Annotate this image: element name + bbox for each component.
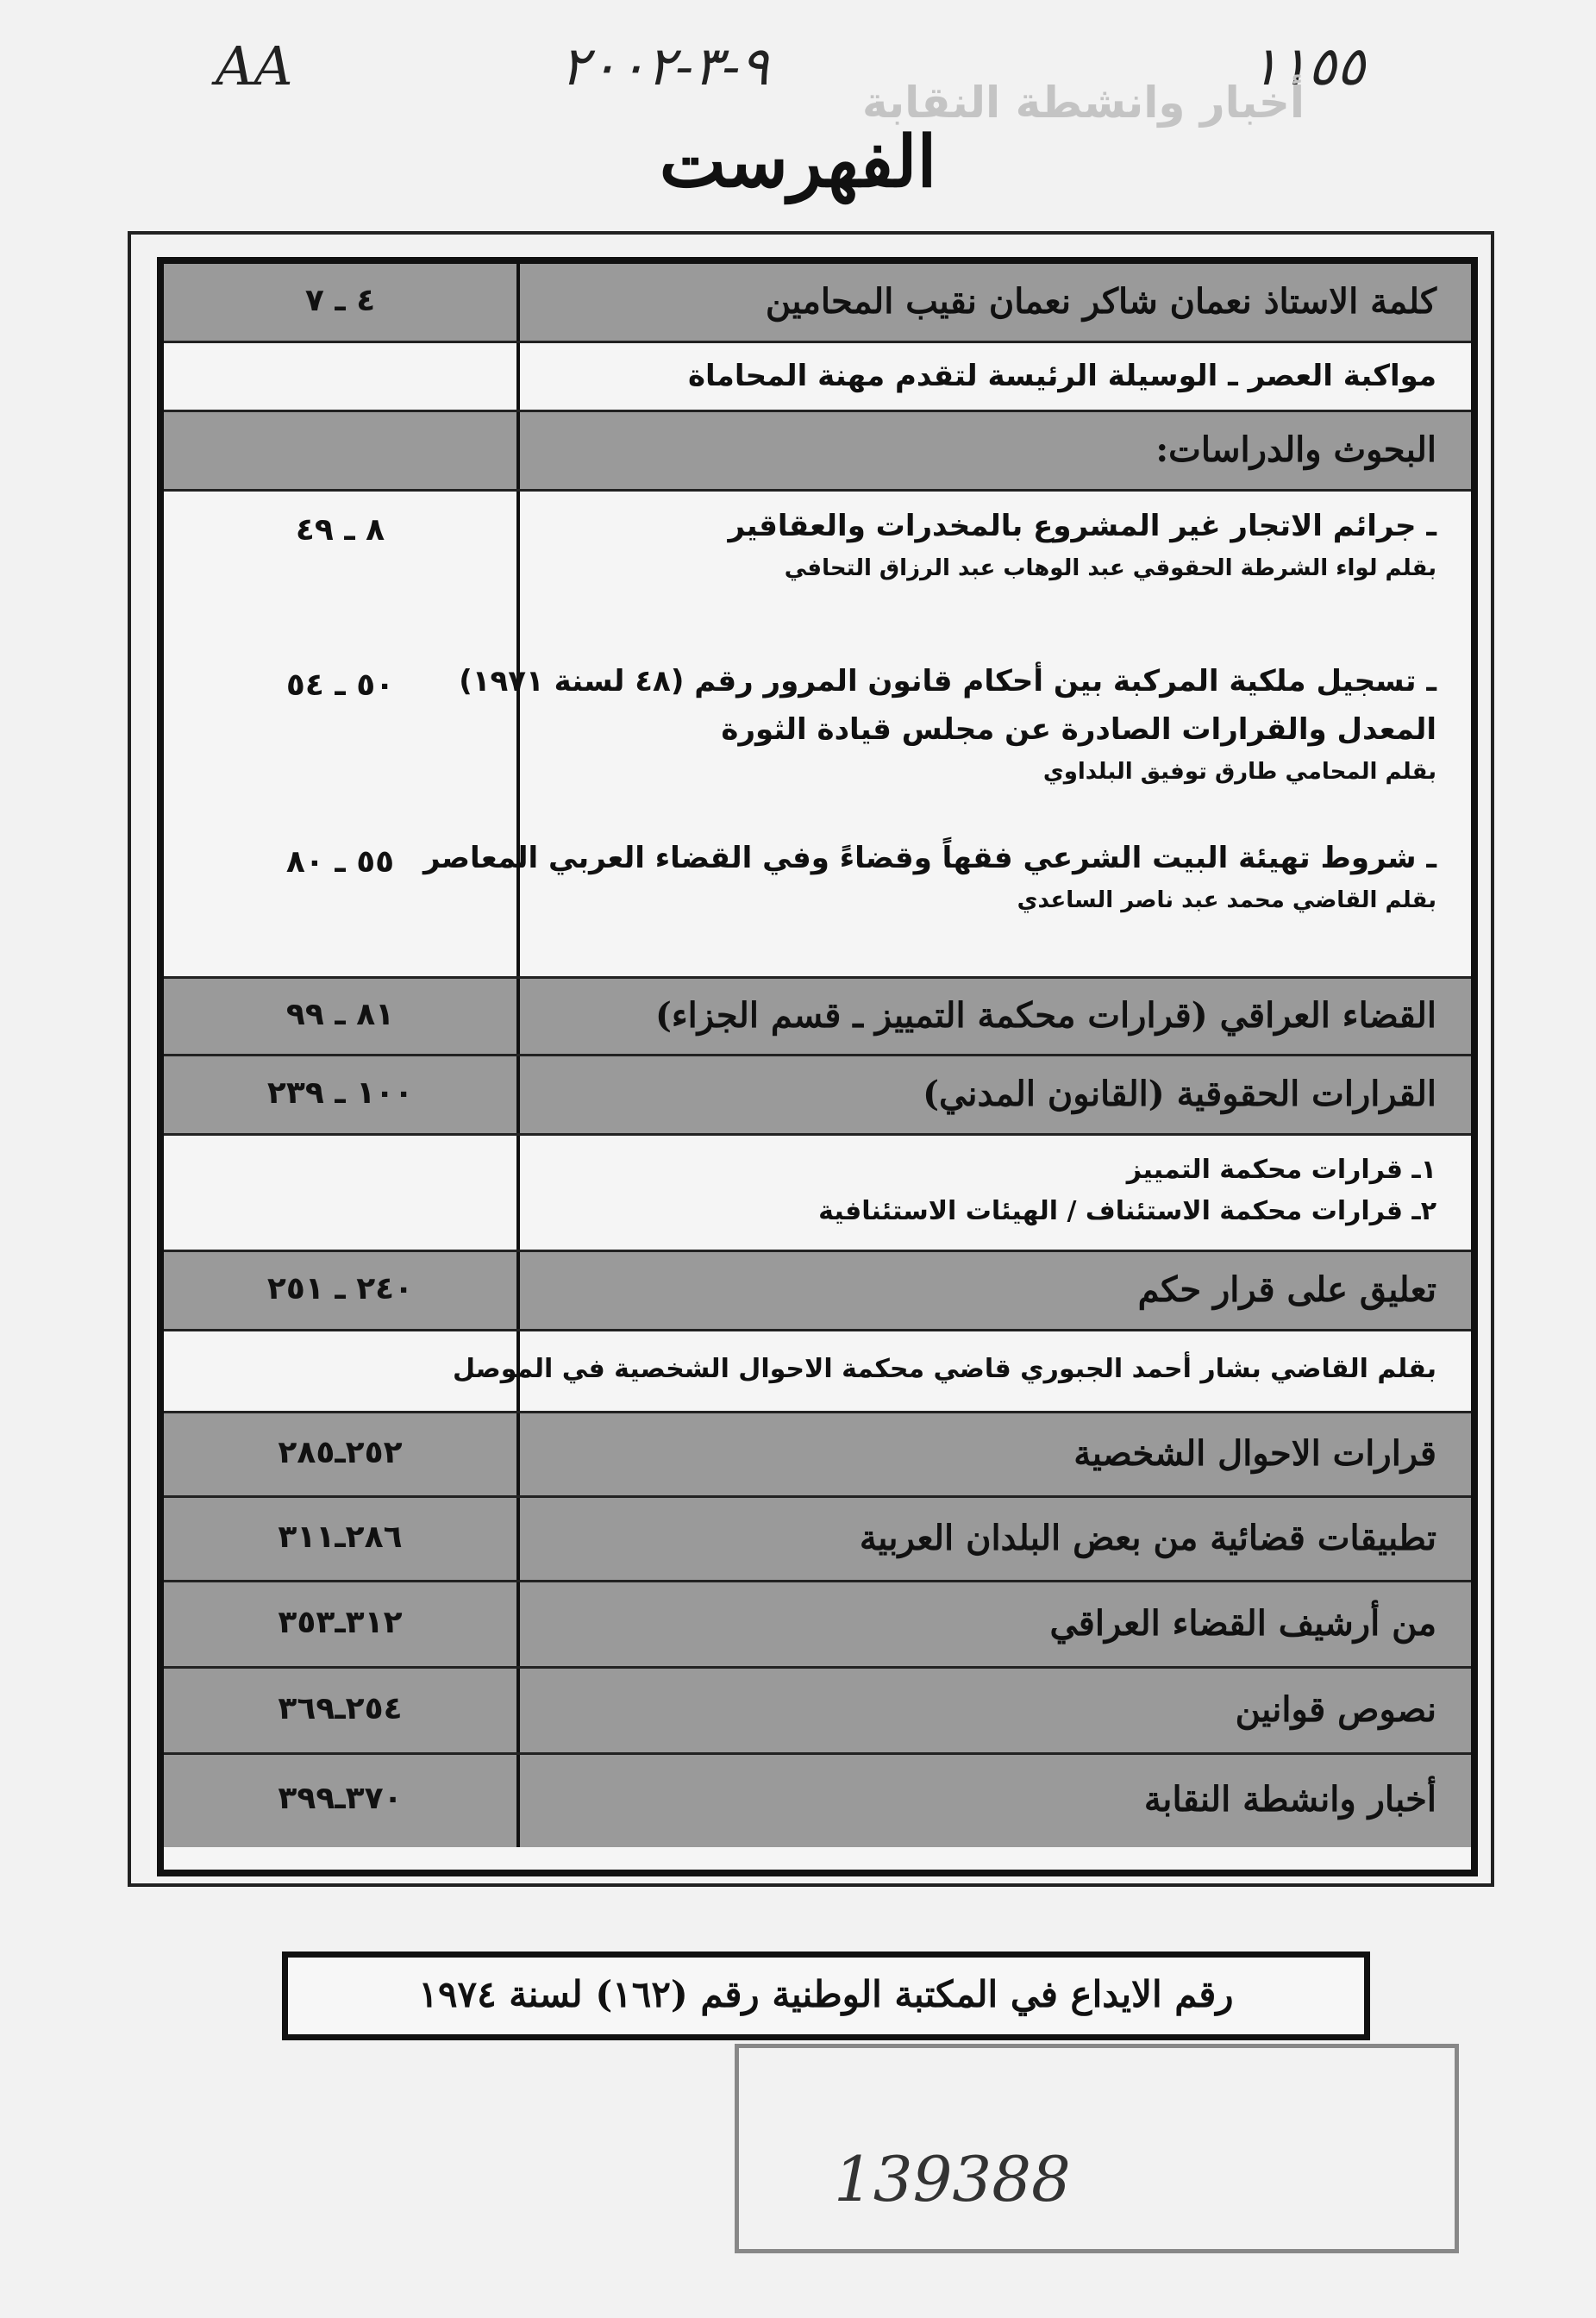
comment-author: بقلم القاضي بشار أحمد الجبوري قاضي محكمة الاحوال الشخصية في الموصل <box>453 1353 1436 1384</box>
page-range: ٥٥ ـ ٨٠ <box>285 844 395 880</box>
page-range: ٤ ـ ٧ <box>304 283 376 318</box>
page-range: ٥٠ ـ ٥٤ <box>285 667 395 703</box>
page-range: ١٠٠ ـ ٢٣٩ <box>266 1075 414 1111</box>
column-divider <box>516 1498 520 1580</box>
column-divider <box>516 1056 520 1133</box>
page-range: ٢٥٢ـ٢٨٥ <box>278 1435 403 1470</box>
page-range: ٨١ ـ ٩٩ <box>285 997 395 1032</box>
bleed-through-text: أخبار وانشطة النقابة <box>862 78 1305 128</box>
column-divider <box>516 1755 520 1847</box>
deposit-box <box>282 1952 1370 2040</box>
toc-row <box>164 264 1471 343</box>
section-heading: تعليق على قرار حكم <box>1137 1269 1436 1310</box>
toc-row <box>164 1669 1471 1755</box>
section-heading: القرارات الحقوقية (القانون المدني) <box>923 1074 1436 1114</box>
column-divider <box>516 1136 520 1250</box>
research-title: ـ جرائم الاتجار غير المشروع بالمخدرات والعقاقير <box>728 509 1436 543</box>
toc-row <box>164 1056 1471 1136</box>
page-range: ٢٥٤ـ٣٦٩ <box>278 1691 403 1726</box>
section-heading: من أرشيف القضاء العراقي <box>1049 1603 1436 1644</box>
page-range: ٣١٢ـ٣٥٣ <box>278 1605 403 1640</box>
column-divider <box>516 343 520 410</box>
handwritten-note-left: AA <box>216 34 293 97</box>
list-item: ١ـ قرارات محكمة التمييز <box>1126 1155 1436 1185</box>
toc-row <box>164 1252 1471 1331</box>
research-author: بقلم القاضي محمد عبد ناصر الساعدي <box>1017 887 1436 913</box>
toc-row <box>164 343 1471 412</box>
research-title: ـ شروط تهيئة البيت الشرعي فقهاً وقضاءً وفي القضاء العربي المعاصر <box>422 841 1436 875</box>
toc-row <box>164 1582 1471 1669</box>
column-divider <box>516 1252 520 1329</box>
research-author: بقلم لواء الشرطة الحقوقي عبد الوهاب عبد الرزاق التحافي <box>784 555 1436 581</box>
table-of-contents <box>157 257 1478 1876</box>
handwritten-date: ٩-٣-٢٠٠٢ <box>560 34 769 97</box>
toc-row <box>164 1331 1471 1413</box>
toc-row <box>164 492 1471 979</box>
section-heading: كلمة الاستاذ نعمان شاكر نعمان نقيب المحامين <box>765 281 1436 322</box>
list-item: ٢ـ قرارات محكمة الاستئناف / الهيئات الاستئنافية <box>818 1196 1436 1226</box>
page-range: ٢٨٦ـ٣١١ <box>278 1519 403 1555</box>
section-subtitle: مواكبة العصر ـ الوسيلة الرئيسة لتقدم مهنة المحاماة <box>687 359 1436 393</box>
section-heading: نصوص قوانين <box>1235 1689 1436 1730</box>
research-author: بقلم المحامي طارق توفيق البلداوي <box>1042 759 1436 785</box>
page-range: ٢٤٠ ـ ٢٥١ <box>266 1271 414 1306</box>
section-heading: قرارات الاحوال الشخصية <box>1073 1433 1436 1474</box>
research-title: ـ تسجيل ملكية المركبة بين أحكام قانون المرور رقم (٤٨ لسنة ١٩٧١) <box>459 664 1436 699</box>
page-title: الفهرست <box>659 121 937 204</box>
column-divider <box>516 979 520 1054</box>
column-divider <box>516 492 520 976</box>
toc-row <box>164 979 1471 1056</box>
toc-row <box>164 1136 1471 1252</box>
column-divider <box>516 1413 520 1495</box>
column-divider <box>516 264 520 341</box>
toc-row <box>164 1755 1471 1847</box>
handwritten-note-right: ١١٥٥ <box>1250 34 1366 97</box>
column-divider <box>516 1582 520 1666</box>
page-range: ٣٧٠ـ٣٩٩ <box>278 1780 403 1816</box>
section-heading: أخبار وانشطة النقابة <box>1143 1778 1436 1820</box>
column-divider <box>516 412 520 489</box>
toc-row <box>164 1498 1471 1582</box>
deposit-note: رقم الايداع في المكتبة الوطنية رقم (١٦٢) لسنة ١٩٧٤ <box>418 1973 1234 2015</box>
toc-row <box>164 1413 1471 1498</box>
toc-row <box>164 412 1471 492</box>
section-heading: تطبيقات قضائية من بعض البلدان العربية <box>859 1518 1436 1558</box>
research-title: المعدل والقرارات الصادرة عن مجلس قيادة الثورة <box>721 712 1436 747</box>
section-heading: البحوث والدراسات: <box>1155 429 1436 470</box>
stamp-number: 139388 <box>834 2143 1071 2215</box>
section-heading: القضاء العراقي (قرارات محكمة التمييز ـ قسم الجزاء) <box>654 995 1436 1036</box>
column-divider <box>516 1669 520 1752</box>
library-stamp <box>735 2044 1459 2253</box>
page-range: ٨ ـ ٤٩ <box>295 512 385 548</box>
